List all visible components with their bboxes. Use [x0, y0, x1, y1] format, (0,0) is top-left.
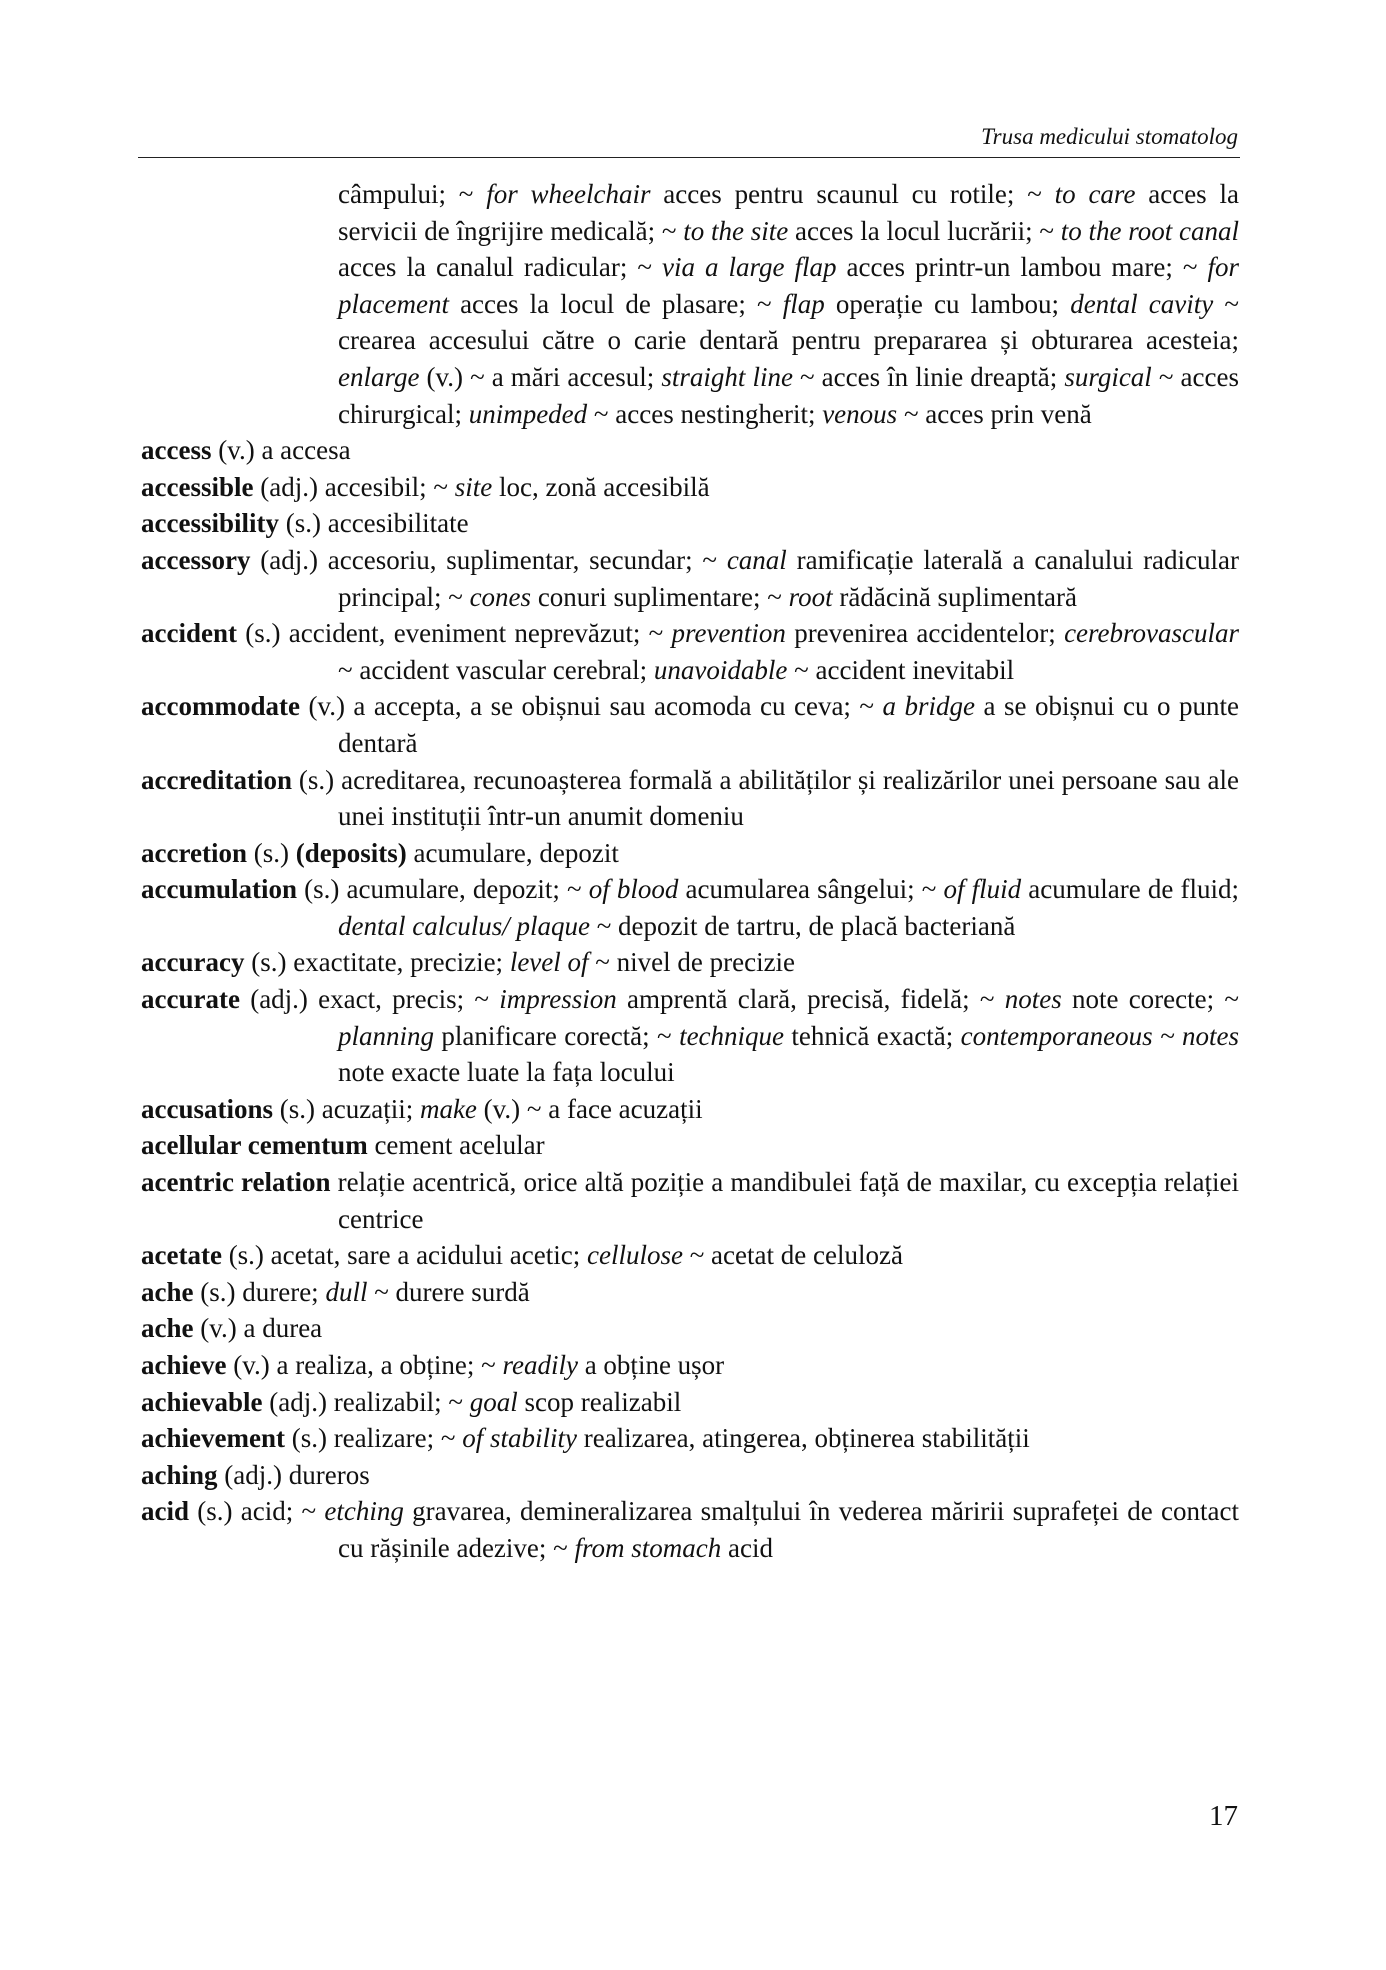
entry-definition-text: câmpului; ~: [338, 179, 487, 209]
entry-definition-text: ~ acces chirurgical;: [338, 361, 1239, 429]
entry-definition-text: (v.) a accepta, a se obișnui sau acomoda cu ceva; ~: [299, 691, 883, 722]
page-number: 17: [1209, 1800, 1238, 1832]
entry-definition-text: (adj.) dureros: [217, 1459, 370, 1490]
entry-continuation: [141, 176, 1239, 432]
entry-definition-text: (s.) realizare; ~: [284, 1423, 463, 1454]
entry-phrase-italic: venous: [822, 398, 898, 429]
entry-definition-text: tehnică exactă;: [784, 1020, 961, 1051]
entry-headword: accretion: [141, 837, 247, 868]
entry-phrase-italic: make: [419, 1093, 477, 1124]
dictionary-entry: [141, 1237, 1239, 1274]
entry-definition-text: (s.) acreditarea, recunoașterea formală a abilităților și realizărilor unei persoane sau ale unei instituții într-un anumit domeniu: [291, 764, 1239, 832]
entry-headword: ache: [141, 1313, 194, 1344]
entry-phrase-italic: from stomach: [574, 1532, 722, 1563]
entry-phrase-italic: enlarge: [338, 361, 420, 392]
dictionary-entry: [141, 542, 1239, 615]
entry-phrase-italic: notes: [1004, 984, 1062, 1015]
entry-phrase-italic: dental calculus/ plaque: [338, 910, 590, 941]
entry-definition-text: ~ accident inevitabil: [787, 654, 1015, 685]
entry-definition-text: acces la locul de plasare; ~: [448, 288, 783, 319]
entry-phrase-italic: a bridge: [882, 691, 976, 722]
entry-phrase-italic: for wheelchair: [486, 179, 651, 209]
dictionary-entry: [141, 835, 1239, 872]
entry-phrase-italic: technique: [679, 1020, 785, 1051]
entry-headword: accessory: [141, 544, 251, 575]
entry-headword: ache: [141, 1276, 194, 1307]
dictionary-entry: [141, 981, 1239, 1091]
dictionary-entry: [141, 1347, 1239, 1384]
entry-headword: acentric relation: [141, 1167, 331, 1198]
entry-definition-text: (s.) acetat, sare a acidului acetic;: [221, 1240, 587, 1271]
dictionary-entry: [141, 944, 1239, 981]
entry-phrase-italic: level of: [509, 947, 589, 978]
dictionary-entry: [141, 871, 1239, 944]
dictionary-entries: [141, 176, 1239, 1567]
dictionary-entry: [141, 505, 1239, 542]
entry-definition-text: loc, zonă accesibilă: [492, 471, 710, 502]
entry-definition-text: ~ acetat de celuloză: [682, 1240, 903, 1271]
entry-headword: accuracy: [141, 947, 245, 978]
entry-definition-text: acces la servicii de îngrijire medicală; ~: [338, 179, 1239, 246]
entry-phrase-italic: dental cavity: [1070, 288, 1214, 319]
entry-phrase-italic: etching: [324, 1496, 404, 1527]
entry-definition-text: acces pentru scaunul cu rotile; ~: [650, 179, 1055, 209]
entry-definition-text: ~ acces în linie dreaptă;: [792, 361, 1065, 392]
entry-definition-text: ~ durere surdă: [367, 1276, 530, 1307]
entry-definition-text: acumulare de fluid;: [1021, 874, 1239, 905]
header-rule: [138, 157, 1240, 158]
dictionary-entry: [141, 432, 1239, 469]
dictionary-entry: [141, 1310, 1239, 1347]
entry-headword: access: [141, 435, 212, 466]
entry-phrase-italic: dull: [325, 1276, 368, 1307]
entry-phrase-italic: via a large flap: [661, 252, 837, 283]
entry-definition-text: (v.) ~ a face acuzații: [476, 1093, 703, 1124]
entry-definition-text: (s.) acumulare, depozit; ~: [297, 874, 589, 905]
entry-definition-text: rădăcină suplimentară: [832, 581, 1078, 612]
dictionary-entry: [141, 1493, 1239, 1566]
entry-definition-text: ~ nivel de precizie: [588, 947, 796, 978]
entry-headword: accident: [141, 618, 237, 649]
entry-definition-text: (v.) a realiza, a obține; ~: [226, 1350, 503, 1380]
dictionary-entry: [141, 1164, 1239, 1237]
entry-definition-text: note exacte luate la fața locului: [338, 1057, 675, 1088]
entry-definition-text: acid: [721, 1532, 773, 1563]
entry-phrase-italic: cones: [469, 581, 532, 612]
entry-phrase-italic: to the root canal: [1060, 215, 1240, 246]
entry-definition-text: (s.) durere;: [193, 1276, 326, 1307]
dictionary-entry: [141, 1384, 1239, 1421]
entry-definition-text: acces printr-un lambou mare; ~: [836, 252, 1208, 283]
entry-phrase-italic: prevention: [671, 618, 786, 649]
entry-headword: accumulation: [141, 874, 298, 905]
entry-headword: acetate: [141, 1240, 222, 1271]
entry-definition-text: amprentă clară, precisă, fidelă; ~: [616, 984, 1005, 1015]
entry-phrase-italic: readily: [502, 1350, 578, 1380]
entry-definition-text: (v.) a accesa: [211, 435, 351, 466]
entry-definition-text: conuri suplimentare; ~: [531, 581, 789, 612]
entry-headword: accusations: [141, 1093, 274, 1124]
entry-headword: accurate: [141, 984, 240, 1015]
entry-definition-text: (s.): [246, 837, 296, 868]
entry-definition-text: ramificație laterală a canalului radicular principal; ~: [338, 544, 1240, 612]
entry-definition-text: ~ acces prin venă: [897, 398, 1092, 429]
entry-phrase-italic: unimpeded: [468, 398, 588, 429]
entry-definition-text: cement acelular: [367, 1130, 545, 1161]
entry-phrase-italic: contemporaneous ~ notes: [960, 1020, 1239, 1051]
entry-definition-text: (s.) acuzații;: [273, 1093, 420, 1124]
entry-headword: achieve: [141, 1350, 227, 1380]
entry-phrase-italic: flap: [782, 288, 825, 319]
entry-headword: acellular cementum: [141, 1130, 368, 1161]
entry-definition-text: prevenirea accidentelor;: [785, 618, 1065, 649]
entry-phrase-italic: goal: [469, 1386, 518, 1417]
entry-phrase-italic: impression: [499, 984, 617, 1015]
dictionary-entry: [141, 469, 1239, 506]
entry-phrase-italic: site: [454, 471, 493, 502]
entry-definition-text: (v.) a durea: [193, 1313, 323, 1344]
entry-definition-text: ~ depozit de tartru, de placă bacteriană: [589, 910, 1016, 941]
dictionary-entry: [141, 1274, 1239, 1311]
entry-phrase-italic: to care: [1054, 179, 1136, 209]
entry-definition-text: acumularea sângelui; ~: [678, 874, 944, 905]
dictionary-entry: [141, 615, 1239, 688]
entry-definition-text: (adj.) accesoriu, suplimentar, secundar; ~: [250, 544, 727, 575]
entry-headword: accessible: [141, 471, 254, 502]
entry-phrase-italic: to the site: [683, 215, 789, 246]
running-head: Trusa medicului stomatolog: [981, 124, 1238, 149]
entry-definition-text: a obține ușor: [577, 1350, 725, 1380]
entry-definition-text: (s.) exactitate, precizie;: [244, 947, 510, 978]
entry-phrase-italic: root: [788, 581, 833, 612]
entry-phrase-italic: surgical: [1064, 361, 1152, 392]
entry-headword: accommodate: [141, 691, 300, 722]
entry-headword: acid: [141, 1496, 190, 1527]
entry-definition-text: operație cu lambou;: [824, 288, 1071, 319]
entry-definition-text: (adj.) realizabil; ~: [262, 1386, 470, 1417]
entry-definition-text: a se obișnui cu o punte dentară: [338, 691, 1239, 758]
entry-definition-text: (s.) accesibilitate: [278, 508, 469, 539]
entry-phrase-italic: cellulose: [586, 1240, 683, 1271]
entry-definition-text: scop realizabil: [517, 1386, 682, 1417]
entry-definition-text: ~ crearea accesului către o carie dentară pentru prepararea și obturarea acesteia;: [338, 288, 1239, 356]
entry-definition-text: acumulare, depozit: [406, 837, 619, 868]
entry-definition-text: planificare corectă; ~: [434, 1020, 680, 1051]
entry-definition-text: gravarea, demineralizarea smalțului în vederea măririi suprafeței de contact cu rășinile adezive; ~: [338, 1496, 1239, 1563]
entry-definition-text: acces la locul lucrării; ~: [788, 215, 1061, 246]
entry-phrase-italic: for placement: [338, 252, 1240, 319]
dictionary-entry: [141, 688, 1239, 761]
entry-definition-text: (adj.) exact, precis; ~: [239, 984, 500, 1015]
entry-definition-text: (v.) ~ a mări accesul;: [419, 361, 662, 392]
entry-phrase-italic: unavoidable: [653, 654, 788, 685]
entry-definition-text: (s.) acid; ~: [189, 1496, 325, 1527]
entry-headword: aching: [141, 1459, 218, 1490]
entry-phrase-italic: cerebrovascular: [1064, 618, 1240, 649]
dictionary-entry: [141, 1457, 1239, 1494]
entry-definition-text: ~ accident vascular cerebral;: [338, 654, 654, 685]
entry-phrase-italic: straight line: [661, 361, 793, 392]
entry-headword: achievement: [141, 1423, 285, 1454]
entry-phrase-bold: (deposits): [295, 837, 407, 868]
dictionary-entry: [141, 1127, 1239, 1164]
entry-definition-text: (adj.) accesibil; ~: [253, 471, 455, 502]
dictionary-entry: [141, 1091, 1239, 1128]
entry-definition-text: note corecte; ~: [1061, 984, 1239, 1015]
dictionary-entry: [141, 762, 1239, 835]
entry-phrase-italic: planning: [338, 1020, 435, 1051]
entry-headword: achievable: [141, 1386, 263, 1417]
dictionary-entry: [141, 1420, 1239, 1457]
entry-headword: accreditation: [141, 764, 292, 795]
entry-definition-text: relație acentrică, orice altă poziție a mandibulei față de maxilar, cu excepția relației centrice: [330, 1167, 1240, 1234]
entry-phrase-italic: of fluid: [943, 874, 1022, 905]
entry-definition-text: (s.) accident, eveniment neprevăzut; ~: [236, 618, 672, 649]
entry-definition-text: acces la canalul radicular; ~: [338, 252, 662, 283]
entry-definition-text: ~ acces nestingherit;: [587, 398, 823, 429]
entry-phrase-italic: canal: [726, 544, 787, 575]
entry-definition-text: realizarea, atingerea, obținerea stabilității: [576, 1423, 1030, 1454]
entry-headword: accessibility: [141, 508, 279, 539]
entry-phrase-italic: of blood: [588, 874, 679, 905]
entry-phrase-italic: of stability: [462, 1423, 577, 1454]
